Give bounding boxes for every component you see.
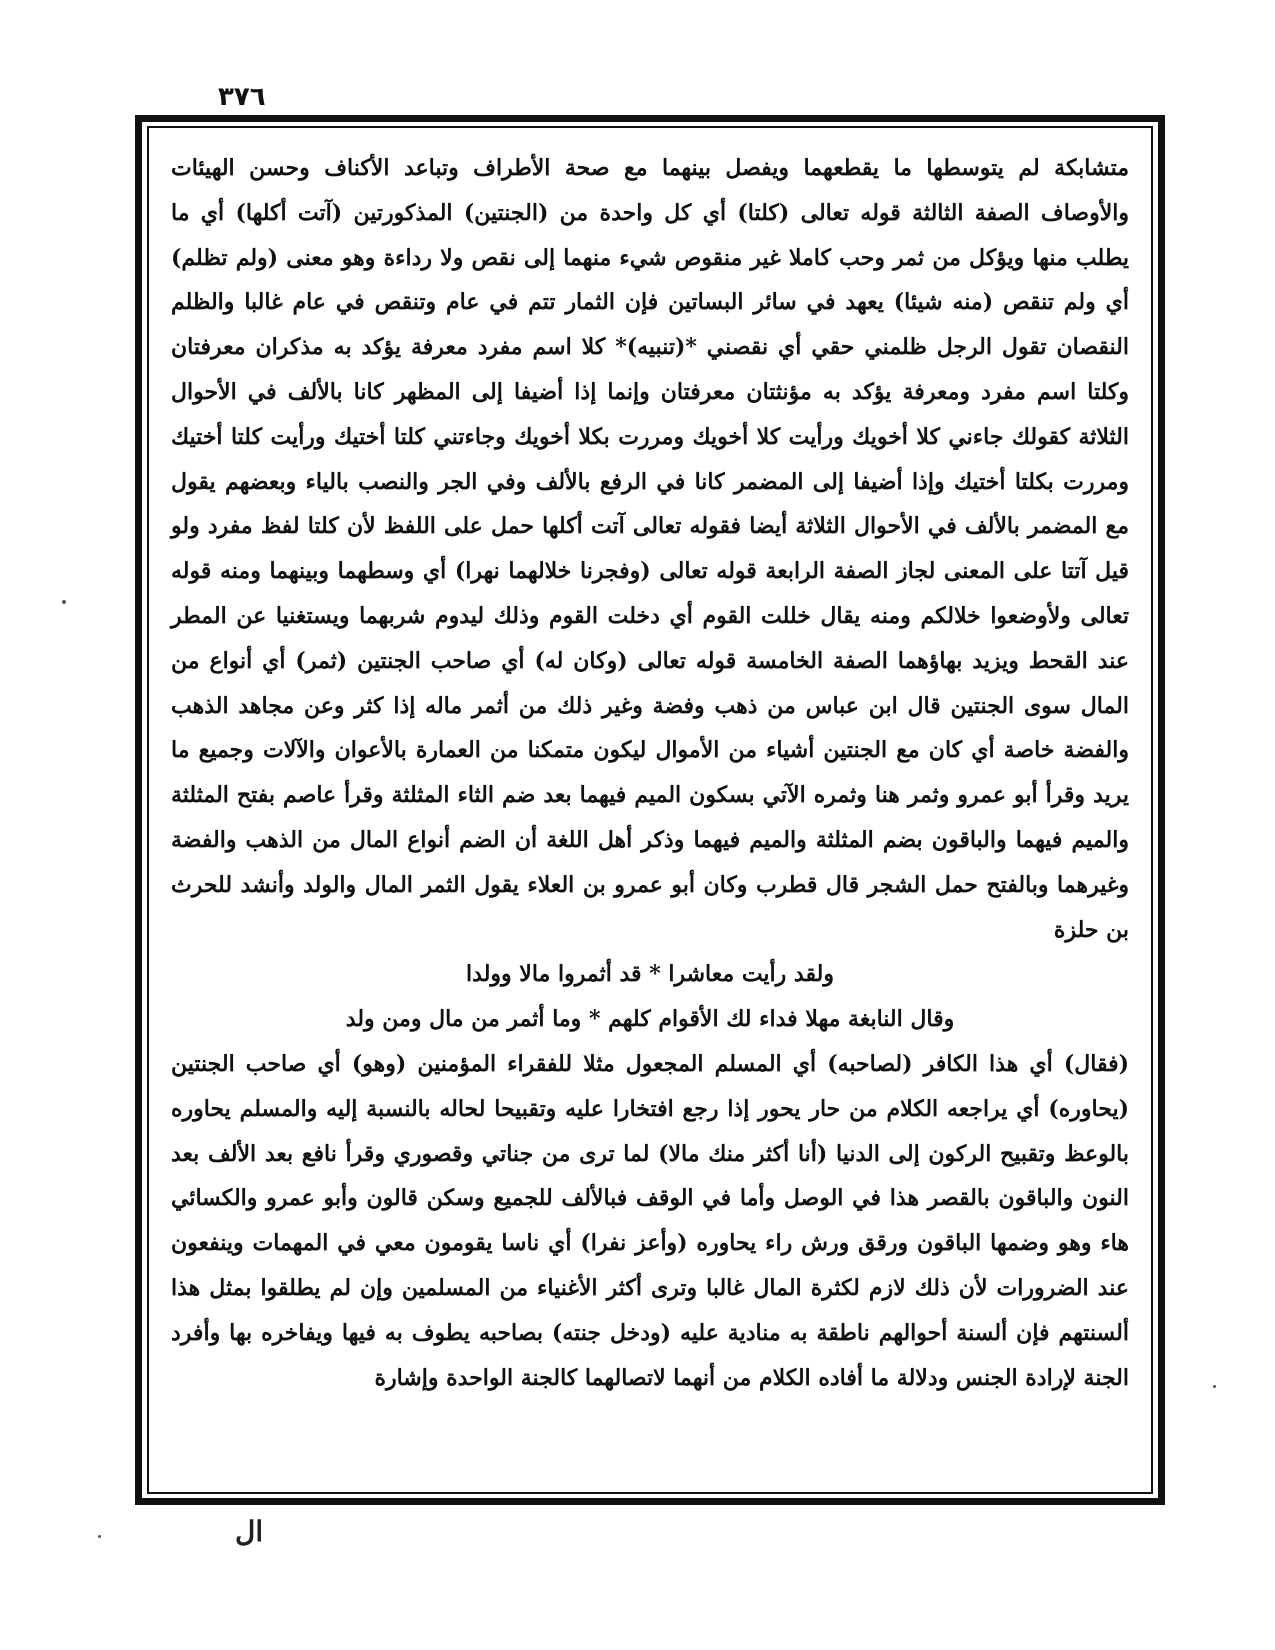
paragraph-1: متشابكة لم يتوسطها ما يقطعهما ويفصل بينهما مع صحة الأطراف وتباعد الأكناف وحسن الهيئات والأوصاف الصفة الثالثة قوله تعالى (كلتا) أي كل واحدة من (الجنتين) المذكورتين (آتت أكلها) أي ما يطلب منها ويؤكل من ثمر وحب كاملا غير منقوص شيء منهما إلى نقص ولا رداءة وهو معنى (ولم تظلم) أي ولم تنقص (منه شيئا) يعهد في سائر البساتين فإن الثمار تتم في عام وتنقص في عام غالبا والظلم النقصان تقول الرجل ظلمني حقي أي نقصني *(تنبيه)* كلا اسم مفرد معرفة يؤكد به مذكران معرفتان وكلتا اسم مفرد ومعرفة يؤكد به مؤنثتان معرفتان وإنما إذا أضيفا إلى المظهر كانا بالألف في الأحوال الثلاثة كقولك جاءني كلا أخويك ورأيت كلا أخويك ومررت بكلا أخويك وجاءتني كلتا أختيك ورأيت كلتا أختيك ومررت بكلتا أختيك وإذا أضيفا إلى المضمر كانا في الرفع بالألف وفي الجر والنصب بالياء وبعضهم يقول مع المضمر بالألف في الأحوال الثلاثة أيضا فقوله تعالى آتت أكلها حمل على اللفظ لأن كلتا لفظ مفرد ولو قيل آتتا على المعنى لجاز الصفة الرابعة قوله تعالى (وفجرنا خلالهما نهرا) أي وسطهما وبينهما ومنه قوله تعالى ولأوضعوا خلالكم ومنه يقال خللت القوم أي دخلت القوم وذلك ليدوم شربهما ويستغنيا عن المطر عند القحط ويزيد بهاؤهما الصفة الخامسة قوله تعالى (وكان له) أي صاحب الجنتين (ثمر) أي أنواع من المال سوى الجنتين قال ابن عباس من ذهب وفضة وغير ذلك من أثمر ماله إذا كثر وعن مجاهد الذهب والفضة خاصة أي كان مع الجنتين أشياء من الأموال ليكون متمكنا من العمارة بالأعوان والآلات وجميع ما يريد وقرأ أبو عمرو وثمر هنا وثمره الآتي بسكون الميم فيهما بعد ضم الثاء المثلثة وقرأ عاصم بفتح المثلثة والميم فيهما والباقون بضم المثلثة والميم فيهما وذكر أهل اللغة أن الضم أنواع المال من الذهب والفضة وغيرهما وبالفتح حمل الشجر قال قطرب وكان أبو عمرو بن العلاء يقول الثمر المال والولد وأنشد للحرث بن حلزة: [171, 155, 1129, 943]
scan-speck: [62, 600, 66, 604]
verse-line-2: وقال النابغة مهلا فداء لك الأقوام كلهم * وما أثمر من مال ومن ولد: [345, 1006, 955, 1033]
main-text-block: [171, 146, 1129, 952]
verse-line-1: ولقد رأيت معاشرا * قد أثمروا مالا وولدا: [466, 961, 834, 988]
poetry-block: [171, 952, 1129, 1042]
scan-speck: [1213, 1385, 1216, 1388]
scan-speck: [98, 1535, 101, 1538]
text-frame: [147, 126, 1153, 1494]
footer-catchword: ال: [235, 1515, 264, 1548]
paragraph-2: (فقال) أي هذا الكافر (لصاحبه) أي المسلم المجعول مثلا للفقراء المؤمنين (وهو) أي صاحب الجنتين (يحاوره) أي يراجعه الكلام من حار يحور إذا رجع افتخارا عليه وتقبيحا لحاله بالنسبة إليه والمسلم يحاوره بالوعظ وتقبيح الركون إلى الدنيا (أنا أكثر منك مالا) لما ترى من جناتي وقصوري وقرأ نافع بعد الألف بعد النون والباقون بالقصر هذا في الوصل وأما في الوقف فبالألف للجميع وسكن قالون وأبو عمرو والكسائي هاء وهو وضمها الباقون ورقق ورش راء يحاوره (وأعز نفرا) أي ناسا يقومون معي في المهمات وينفعون عند الضرورات لأن ذلك لازم لكثرة المال غالبا وترى أكثر الأغنياء من المسلمين وإن لم يطلقوا بمثل هذا ألسنتهم فإن ألسنة أحوالهم ناطقة به منادية عليه (ودخل جنته) بصاحبه يطوف به فيها ويفاخره بها وأفرد الجنة لإرادة الجنس ودلالة ما أفاده الكلام من أنهما لاتصالهما كالجنة الواحدة وإشارة: [171, 1050, 1129, 1391]
page-number: ٣٧٦: [218, 82, 266, 112]
main-text-block-2: [171, 1042, 1129, 1400]
